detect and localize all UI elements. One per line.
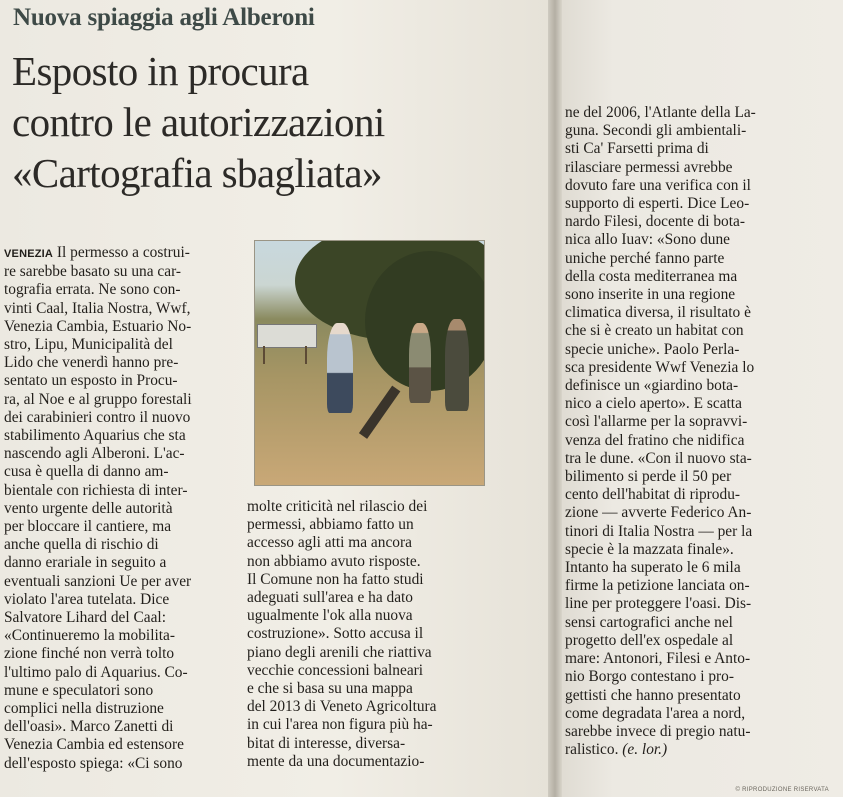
text-line: mare: Antonori, Filesi e Anto- bbox=[565, 650, 751, 668]
photo-person bbox=[445, 319, 469, 411]
text-line: vento urgente delle autorità bbox=[4, 499, 173, 517]
text-line: mune e speculatori sono bbox=[4, 681, 154, 699]
dateline: VENEZIA bbox=[4, 248, 54, 260]
text-line: vinti Caal, Italia Nostra, Wwf, bbox=[4, 299, 191, 317]
text-line: nico a cielo aperto». E scatta bbox=[565, 395, 742, 413]
text-line: stro, Lipu, Municipalità del bbox=[4, 336, 173, 354]
photo-banner-post bbox=[305, 346, 307, 364]
text-line: line per proteggere l'oasi. Dis- bbox=[565, 595, 752, 613]
text-line: molte criticità nel rilascio dei bbox=[247, 498, 428, 515]
text-line: tografia errata. Ne sono con- bbox=[4, 281, 181, 299]
text-line: così l'allarme per la sopravvi- bbox=[565, 413, 748, 431]
text-line: ra, al Noe e al gruppo forestali bbox=[4, 390, 192, 408]
text-line: uniche perché fanno parte bbox=[565, 249, 725, 267]
text-line: zione finché non verrà tolto bbox=[4, 645, 175, 663]
text-line: sentato un esposto in Procu- bbox=[4, 372, 178, 390]
text-line: ugualmente l'ok alla nuova bbox=[247, 607, 413, 625]
photo-person bbox=[409, 323, 431, 403]
article-column-2 bbox=[247, 498, 477, 771]
text-line: non abbiamo avuto risposte. bbox=[247, 552, 421, 570]
text-line: in cui l'area non figura più ha- bbox=[247, 716, 433, 734]
text-line: Venezia Cambia ed estensore bbox=[4, 736, 184, 754]
text-line: del 2013 di Veneto Agricoltura bbox=[247, 698, 437, 716]
text-line: climatica diversa, il risultato è bbox=[565, 304, 751, 322]
text-line: sono inserite in una regione bbox=[565, 286, 736, 304]
text-line: «Continueremo la mobilita- bbox=[4, 627, 175, 645]
text-line: sarebbe invece di pregio natu- bbox=[565, 722, 751, 740]
text-line: stabilimento Aquarius che sta bbox=[4, 427, 186, 445]
text-line: Venezia Cambia, Estuario No- bbox=[4, 317, 192, 335]
text-line: cusa è quella di danno am- bbox=[4, 463, 169, 481]
text-line: e che si basa su una mappa bbox=[247, 680, 413, 698]
text-line: ne del 2006, l'Atlante della La- bbox=[565, 104, 756, 121]
text-line: della costa mediterranea ma bbox=[565, 267, 738, 285]
text-line: tra le dune. «Con il nuovo sta- bbox=[565, 449, 752, 467]
text-line: bientale con richiesta di inter- bbox=[4, 481, 188, 499]
text-line: bitat di interesse, diversa- bbox=[247, 734, 406, 752]
text-line: sensi cartografici anche nel bbox=[565, 613, 733, 631]
text-line: cento dell'habitat di riprodu- bbox=[565, 486, 741, 504]
text-line: sti Ca' Farsetti prima di bbox=[565, 140, 709, 158]
photo-bench bbox=[359, 386, 400, 439]
text-line: specie uniche». Paolo Perla- bbox=[565, 340, 740, 358]
text-line: l'ultimo palo di Aquarius. Co- bbox=[4, 663, 188, 681]
text-line: guna. Secondi gli ambientali- bbox=[565, 122, 747, 140]
text-line: definisce un «giardino bota- bbox=[565, 377, 739, 395]
photo-protest-banner bbox=[257, 324, 317, 348]
article-column-1 bbox=[4, 244, 235, 773]
headline-line: Esposto in procura bbox=[12, 48, 309, 94]
text-line: Intanto ha superato le 6 mila bbox=[565, 559, 741, 577]
text-line: per bloccare il cantiere, ma bbox=[4, 518, 172, 536]
text-line: dei carabinieri contro il nuovo bbox=[4, 408, 191, 426]
copyright-notice: © RIPRODUZIONE RISERVATA bbox=[735, 787, 829, 793]
text-line: costruzione». Sotto accusa il bbox=[247, 625, 424, 643]
text-line: tinori di Italia Nostra — per la bbox=[565, 522, 753, 540]
article-photo bbox=[254, 240, 485, 486]
text-line: permessi, abbiamo fatto un bbox=[247, 516, 414, 534]
author-signature: (e. lor.) bbox=[622, 741, 668, 759]
text-line: Salvatore Lihard del Caal: bbox=[4, 609, 166, 627]
article-column-3 bbox=[565, 104, 839, 759]
text-line: nascendo agli Alberoni. L'ac- bbox=[4, 445, 185, 463]
text-line: Lido che venerdì hanno pre- bbox=[4, 354, 179, 372]
article-headline bbox=[12, 46, 552, 199]
text-run: ralistico. bbox=[565, 741, 623, 759]
headline-line: contro le autorizzazioni bbox=[12, 99, 385, 145]
text-line: gettisti che hanno presentato bbox=[565, 686, 741, 704]
text-line: anche quella di rischio di bbox=[4, 536, 159, 554]
article-kicker: Nuova spiaggia agli Alberoni bbox=[13, 4, 315, 31]
text-line: specie è la mazzata finale». bbox=[565, 540, 734, 558]
text-line: dell'esposto spiega: «Ci sono bbox=[4, 754, 183, 772]
photo-banner-post bbox=[263, 346, 265, 364]
text-line bbox=[565, 741, 839, 759]
text-line: complici nella distruzione bbox=[4, 700, 164, 718]
headline-line: «Cartografia sbagliata» bbox=[12, 150, 382, 196]
text-line: sca presidente Wwf Venezia lo bbox=[565, 358, 755, 376]
text-line: rilasciare permessi avrebbe bbox=[565, 158, 733, 176]
text-line: danno erariale in seguito a bbox=[4, 554, 167, 572]
text-line: re sarebbe basato su una car- bbox=[4, 263, 182, 281]
text-line: come degradata l'area a nord, bbox=[565, 704, 746, 722]
photo-person bbox=[327, 323, 353, 413]
text-line bbox=[4, 244, 235, 263]
text-line: dovuto fare una verifica con il bbox=[565, 176, 751, 194]
text-line: bilimento si perde il 50 per bbox=[565, 468, 732, 486]
text-line: dell'oasi». Marco Zanetti di bbox=[4, 718, 174, 736]
text-line: firme la petizione lanciata on- bbox=[565, 577, 750, 595]
text-line: nica allo Iuav: «Sono dune bbox=[565, 231, 730, 249]
text-line: nio Borgo contestano i pro- bbox=[565, 668, 734, 686]
text-line: supporto di esperti. Dice Leo- bbox=[565, 195, 750, 213]
text-line: adeguati sull'area e ha dato bbox=[247, 589, 414, 607]
text-line: nardo Filesi, docente di bota- bbox=[565, 213, 745, 231]
text-line: violato l'area tutelata. Dice bbox=[4, 590, 170, 608]
text-line: zione — avverte Federico An- bbox=[565, 504, 752, 522]
text-line: mente da una documentazio- bbox=[247, 752, 425, 770]
text-run: Il permesso a costrui- bbox=[53, 244, 190, 261]
text-line: Il Comune non ha fatto studi bbox=[247, 570, 424, 588]
text-line: che si è creato un habitat con bbox=[565, 322, 744, 340]
text-line: eventuali sanzioni Ue per aver bbox=[4, 572, 192, 590]
text-line: piano degli arenili che riattiva bbox=[247, 643, 432, 661]
text-line: vecchie concessioni balneari bbox=[247, 661, 424, 679]
text-line: progetto dell'ex ospedale al bbox=[565, 631, 734, 649]
text-line: accesso agli atti ma ancora bbox=[247, 534, 412, 552]
text-line: venza del fratino che nidifica bbox=[565, 431, 745, 449]
